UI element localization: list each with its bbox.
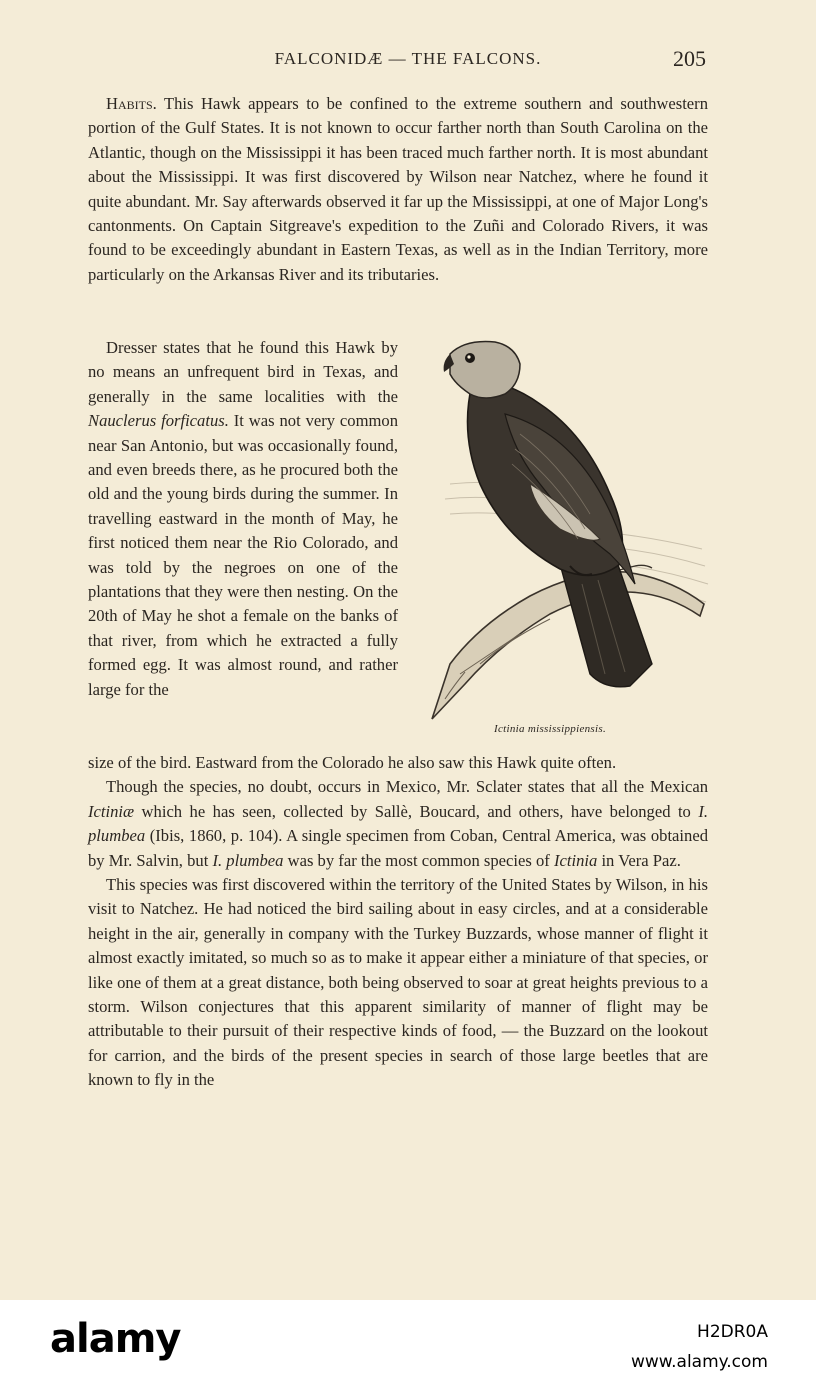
mexico-text-4: was by far the most common species of	[283, 850, 554, 870]
dresser-text-a: Dresser states that he found this Hawk by no means an unfrequent bird in Texas, and generally in the same localities with the	[88, 338, 398, 406]
mexico-italic-2: I. plumbea	[88, 801, 708, 846]
figure-caption: Ictinia mississippiensis.	[494, 723, 607, 735]
dresser-text-b: It was not very common near San Antonio, but was occasionally found, and even breeds there, as he procured both the old and the young birds during the summer. In travelling eastward in the month of May, he first noticed them near the Rio Colorado, and was told by the negroes on one of the plantations that they were then nesting. On the 20th of May he shot a female on the banks of that river, from which he extracted a fully formed egg. It was almost round, and rather large for the	[88, 411, 399, 699]
page-number: 205	[673, 46, 706, 71]
habits-text: This Hawk appears to be confined to the extreme southern and southwestern portion of the Gulf States. It is not known to occur farther north than South Carolina on the Atlantic, though on the Mississippi it has been traced much farther north. It is most abundant about the Mississippi. It was first discovered by Wilson near Natchez, where he found it quite abundant. Mr. Say afterwards observed it far up the Mississippi, at one of Major Long's cantonments. On Captain Sitgreave's expedition to the Zuñi and Colorado Rivers, it was found to be exceedingly abundant in Eastern Texas, as well as in the Indian Territory, more particularly on the Arkansas River and its tributaries.	[88, 94, 708, 284]
paragraphs-continued	[88, 751, 708, 1093]
mexico-text-3: (Ibis, 1860, p. 104). A single specimen from Coban, Central America, was obtained by Mr. Salvin, but	[88, 826, 708, 870]
site-url: www.alamy.com	[630, 1352, 768, 1372]
dresser-species: Nauclerus forficatus.	[88, 411, 229, 431]
mexico-text-1: Though the species, no doubt, occurs in Mexico, Mr. Sclater states that all the Mexican	[106, 777, 708, 797]
mexico-text-5: in Vera Paz.	[597, 850, 681, 870]
habits-lead: Habits.	[106, 94, 157, 113]
paragraph-dresser	[88, 336, 398, 702]
kite-illustration	[420, 334, 720, 726]
dresser-continued: size of the bird. Eastward from the Colorado he also saw this Hawk quite often.	[88, 753, 617, 772]
brand-logo: alamy	[50, 1316, 181, 1362]
paragraph-mexico	[88, 775, 708, 873]
mexico-text-2: which he has seen, collected by Sallè, Boucard, and others, have belonged to	[134, 801, 699, 821]
mexico-italic-4: Ictinia	[553, 850, 598, 870]
mexico-italic-3: I. plumbea	[212, 850, 284, 870]
watermark-footer	[0, 1300, 816, 1390]
mexico-italic-1: Ictiniæ	[88, 801, 135, 821]
paragraph-wilson: This species was first discovered within the territory of the United States by Wilson, in his visit to Natchez. He had noticed the bird sailing about in easy circles, and at a considerable height in the air, generally in company with the Turkey Buzzards, whose manner of flight it almost exactly imitated, so much so as to make it appear either a miniature of that species, or like one of them at a great distance, both being observed to soar at great heights previous to a storm. Wilson conjectures that this apparent similarity of manner of flight may be attributable to their pursuit of their respective kinds of food, — the Buzzard on the lookout for carrion, and the birds of the present species in search of those large beetles that are known to fly in the	[88, 875, 708, 1090]
running-head: FALCONIDÆ — THE FALCONS.	[274, 49, 542, 68]
paragraph-habits	[88, 92, 708, 287]
kite-engraving-icon	[420, 334, 720, 726]
page-header	[0, 46, 816, 76]
image-id: H2DR0A	[697, 1322, 768, 1342]
